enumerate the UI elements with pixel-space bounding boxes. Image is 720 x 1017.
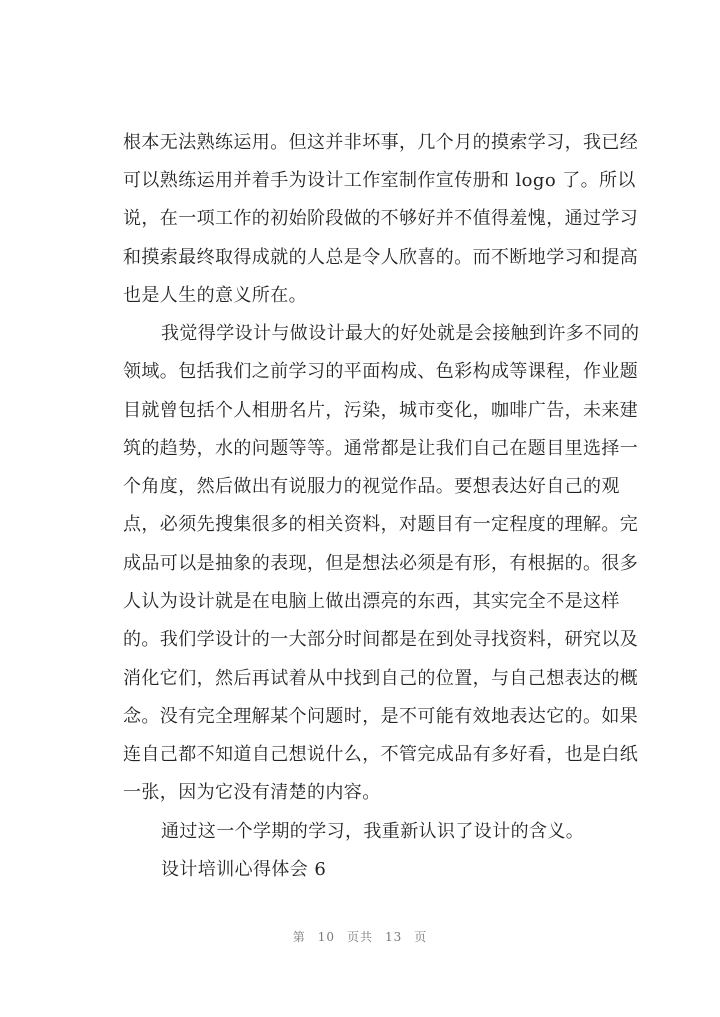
text-line: 成品可以是抽象的表现，但是想法必须是有形，有根据的。很多 — [123, 553, 639, 574]
text-line: 可以熟练运用并着手为设计工作室制作宣传册和 logo 了。所以 — [123, 170, 636, 191]
text-line: 说，在一项工作的初始阶段做的不够好并不值得羞愧，通过学习 — [123, 208, 639, 229]
current-page-number: 10 — [317, 930, 335, 944]
text-line: 目就曾包括个人相册名片，污染，城市变化，咖啡广告，未来建 — [123, 400, 639, 421]
text-line: 领域。包括我们之前学习的平面构成、色彩构成等课程，作业题 — [123, 361, 639, 382]
text-line: 消化它们，然后再试着从中找到自己的位置，与自己想表达的概 — [123, 668, 639, 689]
text-line: 的。我们学设计的一大部分时间都是在到处寻找资料，研究以及 — [123, 629, 639, 650]
text-line: 个角度，然后做出有说服力的视觉作品。要想表达好自己的观 — [123, 476, 620, 497]
text-line: 筑的趋势，水的问题等等。通常都是让我们自己在题目里选择一 — [123, 438, 639, 459]
page-footer — [0, 928, 720, 945]
text-line: 一张，因为它没有清楚的内容。 — [123, 782, 381, 803]
footer-prefix: 第 — [292, 930, 306, 944]
footer-suffix: 页 — [414, 930, 428, 944]
footer-middle: 页共 — [346, 930, 373, 944]
paragraph-start: 通过这一个学期的学习，我重新认识了设计的含义。 — [161, 821, 585, 842]
text-line: 连自己都不知道自己想说什么，不管完成品有多好看，也是白纸 — [123, 744, 639, 765]
text-line: 根本无法熟练运用。但这并非坏事，几个月的摸索学习，我已经 — [123, 132, 639, 153]
text-line: 念。没有完全理解某个问题时，是不可能有效地表达它的。如果 — [123, 706, 639, 727]
text-line: 人认为设计就是在电脑上做出漂亮的东西，其实完全不是这样 — [123, 591, 620, 612]
text-line: 和摸索最终取得成就的人总是令人欣喜的。而不断地学习和提高 — [123, 247, 639, 268]
paragraph-start: 我觉得学设计与做设计最大的好处就是会接触到许多不同的 — [161, 323, 640, 344]
text-line: 点，必须先搜集很多的相关资料，对题目有一定程度的理解。完 — [123, 514, 639, 535]
section-heading: 设计培训心得体会 6 — [161, 859, 327, 880]
text-line: 也是人生的意义所在。 — [123, 285, 307, 306]
total-pages: 13 — [385, 930, 403, 944]
